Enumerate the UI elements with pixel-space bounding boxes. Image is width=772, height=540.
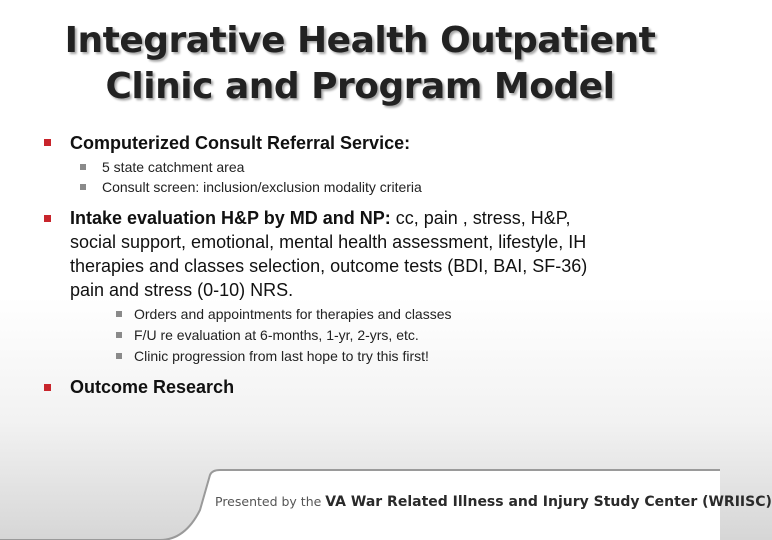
sub-item-consult-screen: Consult screen: inclusion/exclusion modality criteria (102, 179, 422, 195)
bullet-square-icon (44, 139, 51, 146)
sub-bullet-icon (80, 184, 86, 190)
slide-title (0, 18, 720, 110)
title-line-1: Integrative Health Outpatient (64, 20, 656, 61)
sub-bullet-icon (116, 332, 122, 338)
footer-prefix: Presented by the (215, 494, 326, 509)
intake-normal: cc, pain , stress, H&P, (390, 208, 571, 228)
bullet-intake-evaluation (70, 206, 700, 302)
intake-bold: Intake evaluation H&P by MD and NP: (70, 208, 391, 228)
sub-item-orders: Orders and appointments for therapies and classes (134, 306, 452, 322)
bullet-outcome-research (70, 375, 234, 399)
sub-item-progression: Clinic progression from last hope to try this first! (134, 348, 429, 364)
sub-item-followup: F/U re evaluation at 6-months, 1-yr, 2-yrs, etc. (134, 327, 419, 343)
intake-line-1 (70, 206, 700, 230)
intake-line-4: pain and stress (0-10) NRS. (70, 280, 294, 300)
sub-bullet-icon (116, 311, 122, 317)
title-line-2: Clinic and Program Model (105, 66, 615, 107)
intake-line-3: therapies and classes selection, outcome tests (BDI, BAI, SF-36) (70, 256, 588, 276)
bullet-consult-referral (70, 131, 410, 155)
sub-item-catchment: 5 state catchment area (102, 159, 245, 175)
bullet-text: Computerized Consult Referral Service: (70, 133, 411, 153)
bullet-square-icon (44, 384, 51, 391)
bullet-square-icon (44, 215, 51, 222)
sub-bullet-icon (116, 353, 122, 359)
bullet-text: Outcome Research (70, 377, 235, 397)
footer-org: VA War Related Illness and Injury Study Center (WRIISC) (325, 494, 772, 510)
sub-bullet-icon (80, 164, 86, 170)
footer-credit (215, 494, 772, 510)
intake-line-2: social support, emotional, mental health assessment, lifestyle, IH (70, 232, 587, 252)
